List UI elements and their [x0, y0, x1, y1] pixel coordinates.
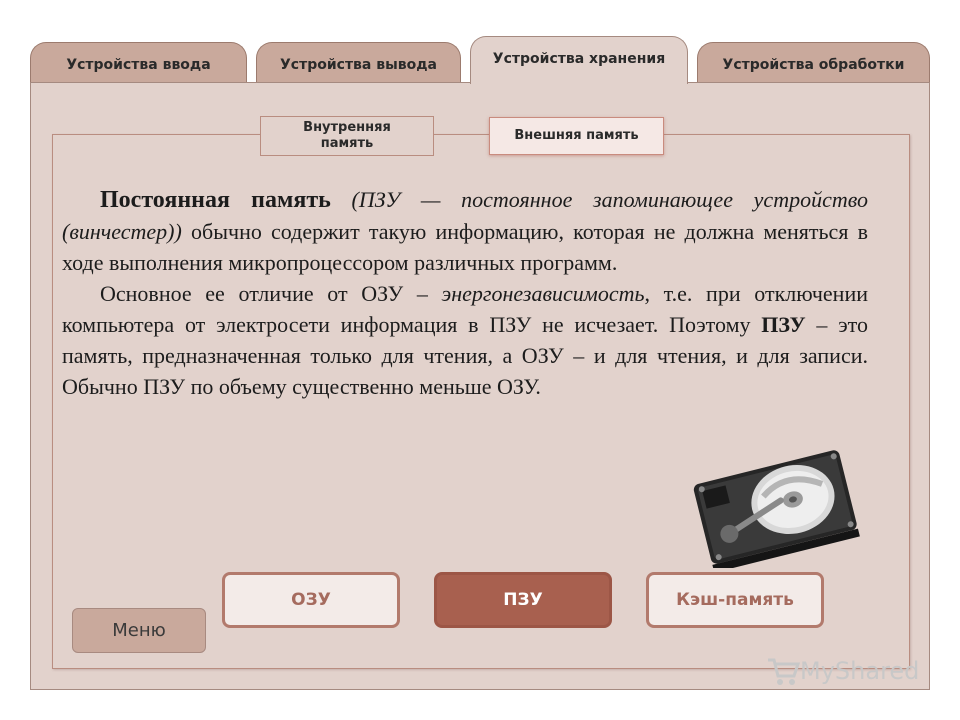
menu-button[interactable]: [72, 608, 206, 653]
subtab-label: Внешняя память: [514, 128, 639, 143]
tab-label: Устройства вывода: [279, 56, 437, 73]
paragraph-text: Основное ее отличие от ОЗУ –: [100, 281, 428, 306]
tab-label: Устройства хранения: [492, 51, 666, 67]
term-definition: (ПЗУ — постоянное запоминающее устройство (винчестер)): [62, 187, 868, 244]
hard-drive-image: [686, 444, 864, 568]
paragraph-1: [62, 184, 868, 278]
emphasis-term: энергонезависимость: [441, 281, 645, 306]
paragraph-text: обычно содержит такую информацию, которая не должна меняться в ходе выполнения микропроцессором различных программ.: [62, 219, 869, 275]
paragraph-2: [62, 278, 868, 402]
tab-processing-devices[interactable]: [697, 42, 930, 82]
rom-button[interactable]: [434, 572, 612, 628]
tab-storage-devices[interactable]: [470, 36, 688, 84]
button-label: ОЗУ: [291, 590, 331, 610]
bold-term: ПЗУ: [761, 312, 806, 337]
paragraph-text: – это память, предназначенная только для чтения, а ОЗУ – и для чтения, и для записи. Обычно ПЗУ по объему существенно меньше ОЗУ.: [62, 312, 868, 399]
ram-button[interactable]: [222, 572, 400, 628]
paragraph-text: , т.е. при отключении компьютера от электросети информация в ПЗУ не исчезает. Поэтому: [62, 281, 869, 337]
cart-icon: [766, 656, 800, 686]
watermark: [766, 656, 919, 686]
tab-label: Устройства ввода: [66, 56, 211, 73]
tab-input-devices[interactable]: [30, 42, 247, 82]
watermark-text: MyShared: [800, 657, 920, 685]
button-label: Меню: [112, 620, 166, 641]
tab-output-devices[interactable]: [256, 42, 461, 82]
subtab-external-memory[interactable]: [489, 117, 664, 155]
button-label: ПЗУ: [503, 590, 543, 610]
description-text: [62, 184, 868, 402]
subtab-internal-memory[interactable]: [260, 116, 434, 156]
tab-label: Устройства обработки: [722, 56, 905, 73]
subtab-label: Внутренняя память: [303, 120, 391, 151]
cache-memory-button[interactable]: [646, 572, 824, 628]
term-title: Постоянная память: [100, 187, 331, 213]
button-label: Кэш-память: [676, 590, 794, 610]
